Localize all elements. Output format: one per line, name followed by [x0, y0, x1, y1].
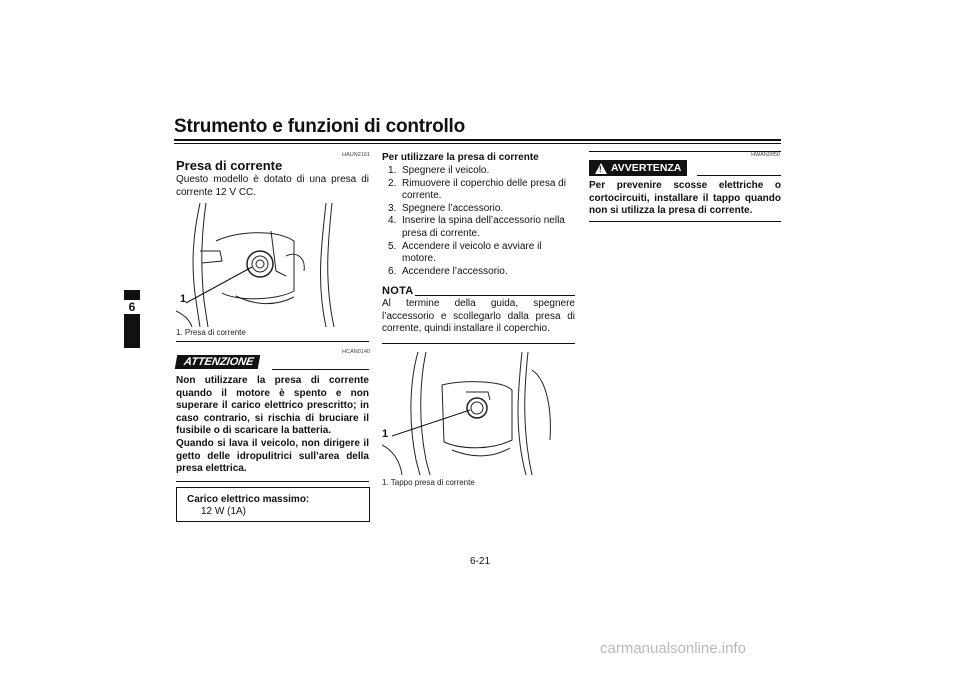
- spec-value: 12 W (1A): [201, 506, 247, 517]
- warning-icon: !: [595, 163, 607, 174]
- spec-label: Carico elettrico massimo:: [187, 494, 310, 505]
- caution-text-1: Non utilizzare la presa di corrente quando il motore è spento e non superare il carico elettrico prescritto; in caso contrario, si rischia di bruciare il fusibile o di scaricare la batteria.: [176, 375, 369, 437]
- chapter-tab: [124, 290, 140, 348]
- warning-bottom-rule: [589, 221, 781, 222]
- chapter-number: 6: [124, 300, 140, 314]
- list-item: 5. Accendere il veicolo e avviare il motore.: [388, 240, 542, 265]
- warning-code: HWAN0050: [751, 152, 780, 158]
- figure-caption: 1. Tappo presa di corrente: [382, 478, 475, 487]
- header-rule: [174, 139, 781, 141]
- list-item: 1. Spegnere il veicolo.: [388, 165, 490, 176]
- list-item: 3. Spegnere l’accessorio.: [388, 202, 504, 214]
- nota-text: Al termine della guida, spegnere l’accessorio e scollegarlo dalla presa di corrente, quindi installare il coperchio.: [382, 298, 575, 335]
- warning-text: Per prevenire scosse elettriche o cortocircuiti, installare il tappo quando non si utilizza la presa di corrente.: [589, 180, 781, 217]
- warning-label: AVVERTENZA: [611, 162, 682, 174]
- warning-badge-rule: [697, 175, 781, 176]
- caution-badge-rule: [272, 369, 369, 370]
- figure-callout: 1: [382, 428, 389, 440]
- nota-label: NOTA: [382, 285, 414, 297]
- caution-text-2: Quando si lava il veicolo, non dirigere il getto delle idropulitrici sull’area della presa elettrica.: [176, 438, 369, 475]
- caution-bottom-rule: [176, 481, 369, 482]
- nota-bottom-rule: [382, 343, 575, 344]
- section-heading: Presa di corrente: [176, 158, 283, 173]
- cap-figure: [382, 350, 575, 475]
- watermark: carmanualsonline.info: [600, 640, 746, 657]
- figure-caption: 1. Presa di corrente: [176, 328, 246, 337]
- socket-figure: [176, 201, 369, 327]
- list-item: 6. Accendere l’accessorio.: [388, 265, 508, 277]
- caution-top-rule: [176, 341, 369, 342]
- nota-rule: [415, 295, 575, 296]
- section-code: HAUN2161: [342, 152, 370, 158]
- figure-callout: 1: [180, 293, 187, 305]
- procedure-steps: [382, 165, 575, 278]
- cap-illustration: [382, 350, 575, 475]
- procedure-heading: Per utilizzare la presa di corrente: [382, 152, 539, 163]
- header-rule-thin: [174, 143, 781, 144]
- caution-badge: ATTENZIONE: [175, 355, 261, 369]
- intro-text: Questo modello è dotato di una presa di corrente 12 V CC.: [176, 174, 369, 198]
- warning-badge: [589, 160, 687, 176]
- page-title: Strumento e funzioni di controllo: [174, 116, 466, 137]
- caution-code: HCAN0140: [342, 349, 370, 355]
- list-item: 4. Inserire la spina dell’accessorio nella presa di corrente.: [388, 215, 565, 239]
- socket-illustration: [176, 201, 369, 327]
- page-number: 6-21: [469, 556, 490, 567]
- spec-box: [176, 487, 370, 522]
- list-item: 2. Rimuovere il coperchio delle presa di corrente.: [388, 177, 566, 202]
